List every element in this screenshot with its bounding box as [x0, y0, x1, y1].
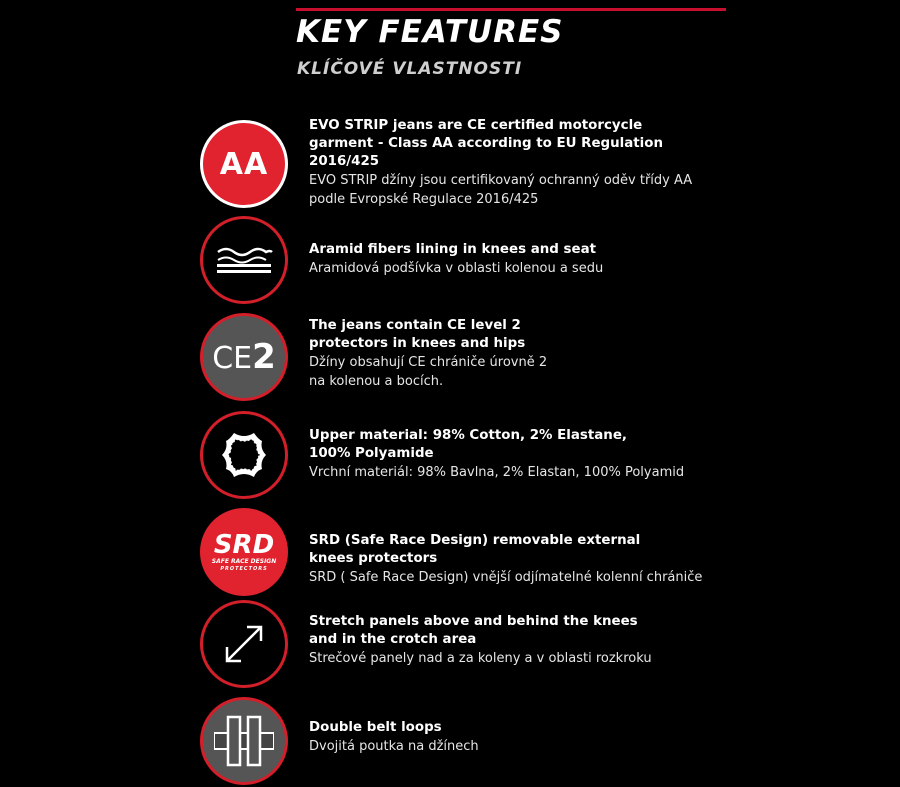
aa-icon-label: AA: [219, 146, 269, 182]
feature-translation: Strečové panely nad a za koleny a v oblasti rozkroku: [309, 651, 652, 666]
ce-icon-prefix: CE: [212, 341, 253, 376]
ce2-protector-icon: [200, 313, 288, 401]
aramid-lining-icon: [200, 216, 288, 304]
feature-translation: Dvojitá poutka na džínech: [309, 739, 479, 754]
page-title: KEY FEATURES: [296, 14, 564, 50]
feature-title: EVO STRIP jeans are CE certified motorcycle garment - Class AA according to EU Regulation 2016/425: [309, 118, 663, 169]
ce-icon-level: 2: [252, 337, 276, 377]
page-subtitle: KLÍČOVÉ VLASTNOSTI: [297, 59, 523, 79]
feature-title: The jeans contain CE level 2 protectors in knees and hips: [309, 318, 526, 351]
feature-title: SRD (Safe Race Design) removable external knees protectors: [309, 533, 641, 566]
feature-title: Aramid fibers lining in knees and seat: [309, 242, 597, 257]
aa-class-icon: [200, 120, 288, 208]
belt-loops-icon: [200, 697, 288, 785]
feature-translation: EVO STRIP džíny jsou certifikovaný ochranný oděv třídy AA podle Evropské Regulace 2016/425: [309, 173, 693, 207]
srd-logo-icon: [200, 508, 288, 596]
feature-translation: Džíny obsahují CE chrániče úrovně 2 na kolenou a bocích.: [309, 355, 548, 389]
srd-logo-text: SRD: [213, 529, 275, 560]
feature-title: Double belt loops: [309, 720, 442, 735]
feature-item-belt-loops: [200, 697, 720, 787]
feature-item-aramid: [200, 216, 720, 306]
feature-translation: Vrchní materiál: 98% Bavlna, 2% Elastan, 100% Polyamid: [309, 465, 685, 480]
feature-item-ce2: [200, 313, 720, 403]
feature-title: Upper material: 98% Cotton, 2% Elastane, 100% Polyamide: [309, 428, 628, 461]
feature-title: Stretch panels above and behind the knees and in the crotch area: [309, 614, 638, 647]
srd-logo-subtitle: SAFE RACE DESIGN: [211, 557, 277, 565]
feature-translation: Aramidová podšívka v oblasti kolenou a sedu: [309, 261, 604, 276]
srd-logo-subtitle-2: PROTECTORS: [220, 565, 268, 572]
feature-item-material: [200, 411, 720, 501]
top-accent-rule: [296, 8, 726, 11]
feature-item-aa: [200, 120, 720, 210]
stretch-arrows-icon: [200, 600, 288, 688]
feature-item-stretch: [200, 600, 720, 690]
leather-hide-icon: [200, 411, 288, 499]
feature-translation: SRD ( Safe Race Design) vnější odjímatelné kolenní chrániče: [309, 570, 703, 585]
feature-item-srd: [200, 508, 720, 598]
